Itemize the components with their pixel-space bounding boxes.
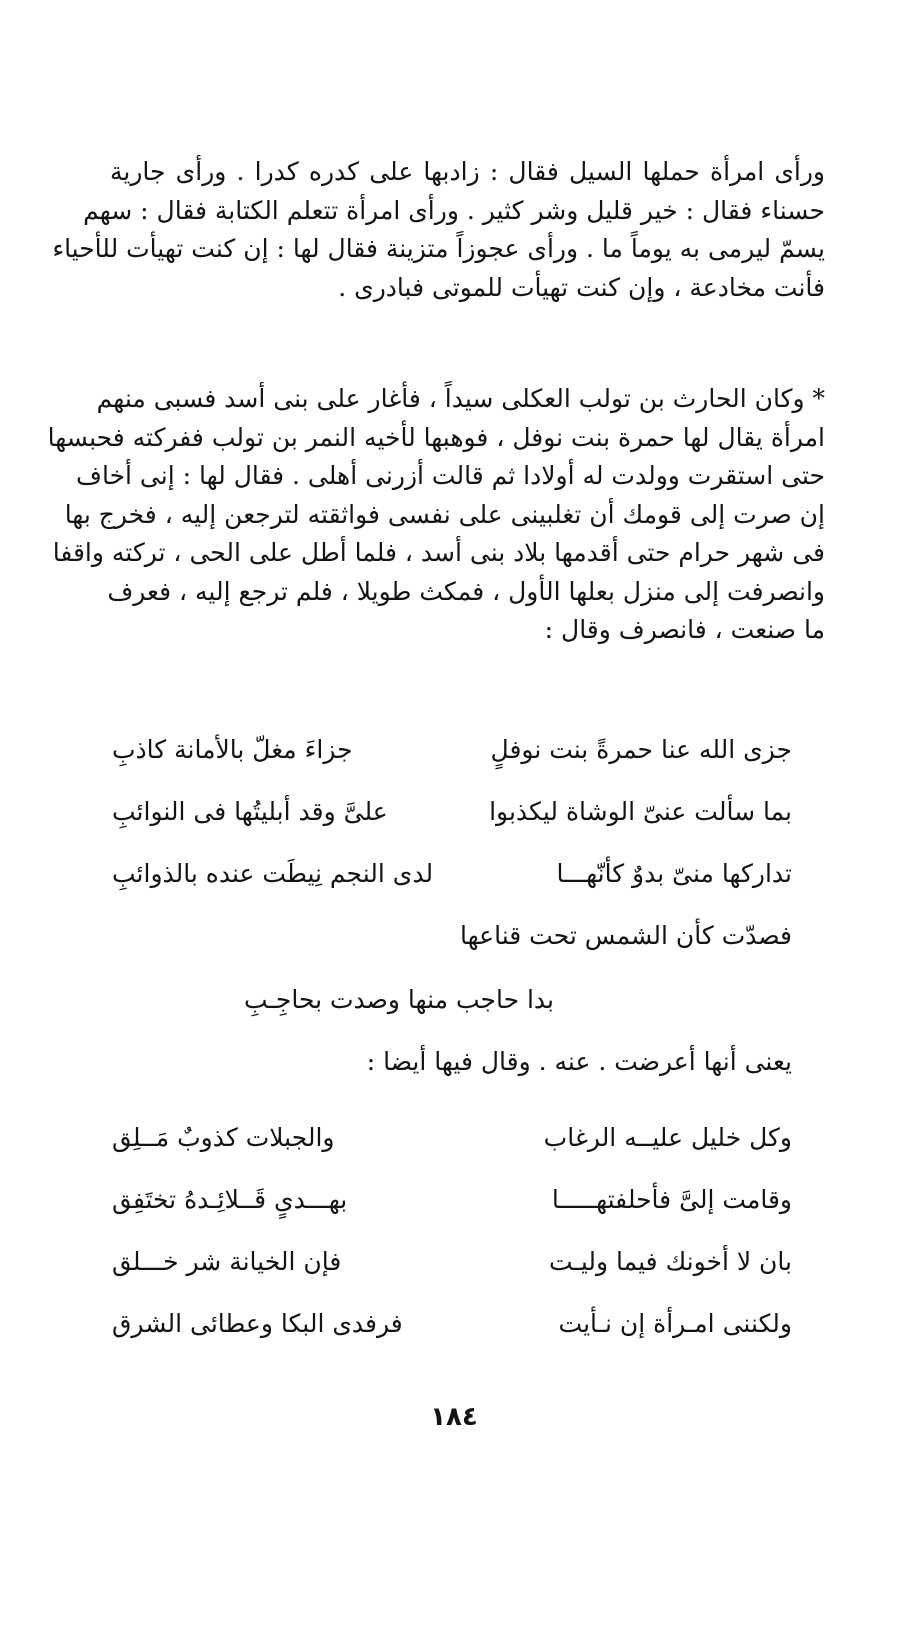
text-line: إن صرت إلى قومك أن تغلبينى على نفسى فواثقته لترجعن إليه ، فخرج بها bbox=[64, 499, 825, 529]
poem-verse bbox=[112, 1309, 792, 1355]
verse-second-hemistich: جزاءَ مغلّ بالأمانة كاذبِ bbox=[112, 735, 353, 764]
verse-first-hemistich: بان لا أخونك فيما وليـت bbox=[549, 1247, 792, 1276]
poem-line: فصدّت كأن الشمس تحت قناعها bbox=[460, 921, 792, 950]
poem-verse bbox=[112, 1123, 792, 1169]
verse-first-hemistich: جزى الله عنا حمرةً بنت نوفلٍ bbox=[490, 735, 792, 764]
verse-first-hemistich: وقامت إلىَّ فأحلفتهـــــا bbox=[551, 1185, 792, 1214]
text-line: حسناء فقال : خير قليل وشر كثير . ورأى امرأة تتعلم الكتابة فقال : سهم bbox=[83, 195, 825, 225]
text-line: ورأى امرأة حملها السيل فقال : زادبها على كدره كدرا . ورأى جارية bbox=[110, 157, 825, 186]
poem-line: بدا حاجب منها وصدت بحاجِـبِ bbox=[244, 985, 554, 1014]
verse-first-hemistich: وكل خليل عليــه الرغاب bbox=[543, 1123, 792, 1152]
verse-second-hemistich: فإن الخيانة شر خـــلق bbox=[112, 1247, 342, 1276]
text-line: * وكان الحارث بن تولب العكلى سيداً ، فأغار على بنى أسد فسبى منهم bbox=[96, 384, 825, 413]
verse-second-hemistich: لدى النجم نِيطَت عنده بالذوائبِ bbox=[112, 859, 434, 888]
text-line: ما صنعت ، فانصرف وقال : bbox=[544, 615, 825, 644]
text-line: فى شهر حرام حتى أقدمها بلاد بنى أسد ، فلما أطل على الحى ، تركته واقفا bbox=[52, 538, 825, 567]
text-line: حتى استقرت وولدت له أولادا ثم قالت أزرنى أهلى . فقال لها : إنى أخاف bbox=[76, 461, 825, 490]
poem-verse bbox=[112, 735, 792, 781]
verse-second-hemistich: علىَّ وقد أبليتُها فى النوائبِ bbox=[112, 797, 388, 826]
verse-first-hemistich: تداركها منىّ بدوٌ كأنّهـــا bbox=[556, 859, 792, 888]
text-line: امرأة يقال لها حمرة بنت نوفل ، فوهبها لأخيه النمر بن تولب ففركته فحبسها bbox=[47, 422, 825, 452]
verse-second-hemistich: فرفدى البكا وعطائى الشرق bbox=[112, 1309, 403, 1338]
verse-first-hemistich: بما سألت عنىّ الوشاة ليكذبوا bbox=[489, 797, 792, 826]
verse-second-hemistich: بهـــدىٍ قَــلائِـدهُ تختَفِق bbox=[112, 1185, 348, 1214]
text-line: يسمّ ليرمى به يوماً ما . ورأى عجوزاً متزينة فقال لها : إن كنت تهيأت للأحياء bbox=[52, 234, 825, 263]
verse-first-hemistich: ولكننى امـرأة إن نـأيت bbox=[558, 1309, 792, 1338]
poem-verse bbox=[112, 797, 792, 843]
page-number: ١٨٤ bbox=[430, 1402, 478, 1432]
poem-verse bbox=[112, 1185, 792, 1231]
prose-paragraph bbox=[52, 153, 825, 307]
prose-paragraph bbox=[47, 380, 825, 650]
text-line: وانصرفت إلى منزل بعلها الأول ، فمكث طويلا ، فلم ترجع إليه ، فعرف bbox=[107, 576, 825, 606]
poem-verse bbox=[112, 859, 792, 905]
text-line: فأنت مخادعة ، وإن كنت تهيأت للموتى فبادرى . bbox=[338, 272, 825, 302]
poem-verse bbox=[112, 1247, 792, 1293]
transition-line: يعنى أنها أعرضت . عنه . وقال فيها أيضا : bbox=[366, 1047, 792, 1076]
verse-second-hemistich: والجبلات كذوبٌ مَــلِق bbox=[112, 1123, 335, 1152]
